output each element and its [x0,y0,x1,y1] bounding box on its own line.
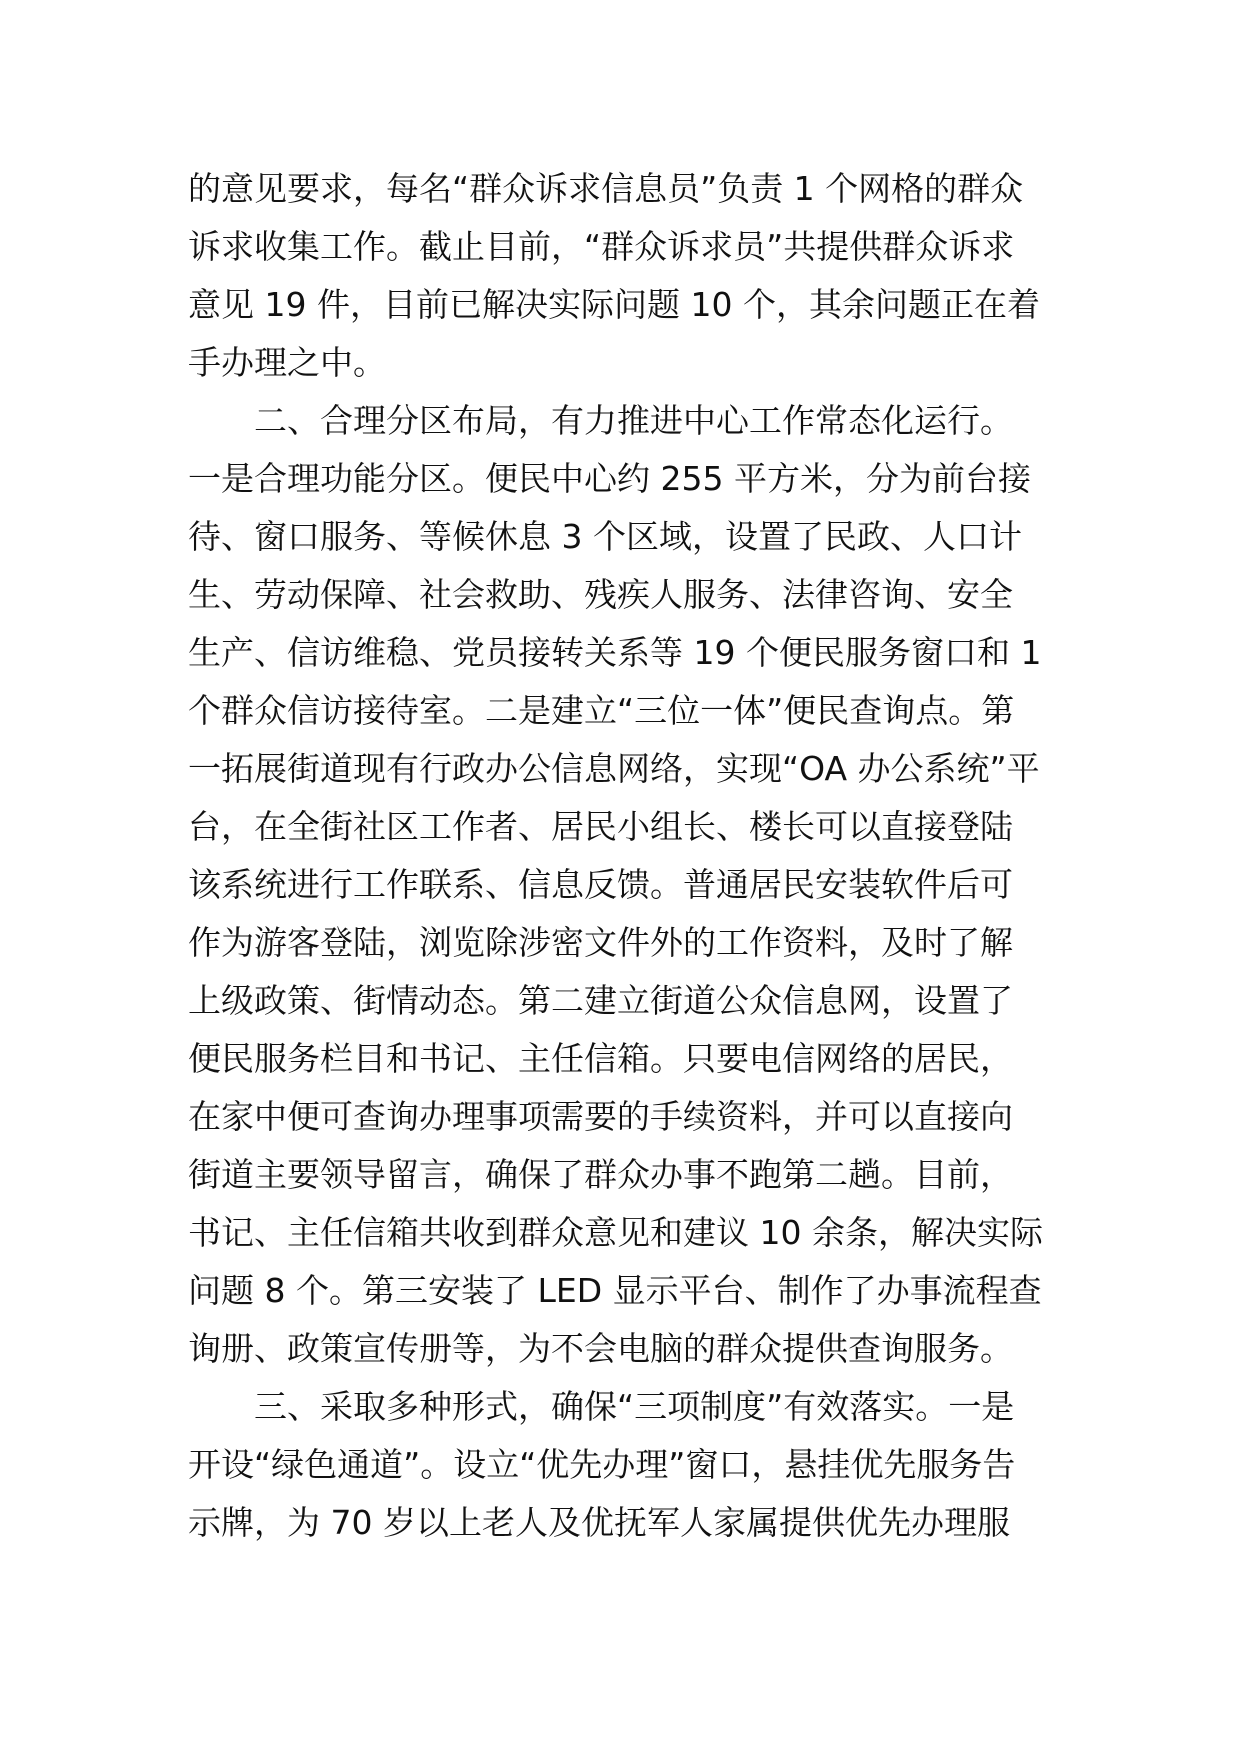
text-line: 一拓展街道现有行政办公信息网络，实现“OA 办公系统”平 [188,749,1040,788]
text-line: 台，在全街社区工作者、居民小组长、楼长可以直接登陆 [188,807,1013,846]
text-line: 生产、信访维稳、党员接转关系等 19 个便民服务窗口和 1 [188,633,1042,672]
text-line: 诉求收集工作。截止目前，“群众诉求员”共提供群众诉求 [188,227,1015,266]
text-line: 的意见要求，每名“群众诉求信息员”负责 1 个网格的群众 [188,169,1024,208]
text-line: 开设“绿色通道”。设立“优先办理”窗口，悬挂优先服务告 [188,1445,1016,1484]
text-line: 意见 19 件，目前已解决实际问题 10 个，其余问题正在着 [188,285,1040,324]
text-line: 手办理之中。 [188,343,386,382]
section-heading-line: 三、采取多种形式，确保“三项制度”有效落实。一是 [188,1387,1015,1426]
text-line: 生、劳动保障、社会救助、残疾人服务、法律咨询、安全 [188,575,1013,614]
text-line: 作为游客登陆，浏览除涉密文件外的工作资料，及时了解 [188,923,1013,962]
text-line: 询册、政策宣传册等，为不会电脑的群众提供查询服务。 [188,1329,1013,1368]
text-line: 街道主要领导留言，确保了群众办事不跑第二趟。目前， [188,1155,1013,1194]
text-line: 个群众信访接待室。二是建立“三位一体”便民查询点。第 [188,691,1015,730]
text-line: 书记、主任信箱共收到群众意见和建议 10 余条，解决实际 [188,1213,1043,1252]
text-line: 待、窗口服务、等候休息 3 个区域，设置了民政、人口计 [188,517,1022,556]
text-line: 上级政策、街情动态。第二建立街道公众信息网，设置了 [188,981,1013,1020]
text-line: 该系统进行工作联系、信息反馈。普通居民安装软件后可 [188,865,1013,904]
text-line: 问题 8 个。第三安装了 LED 显示平台、制作了办事流程查 [188,1271,1042,1310]
text-line: 在家中便可查询办理事项需要的手续资料，并可以直接向 [188,1097,1013,1136]
section-heading-line: 二、合理分区布局，有力推进中心工作常态化运行。 [188,401,1013,440]
document-body [188,160,1058,1552]
text-line: 便民服务栏目和书记、主任信箱。只要电信网络的居民， [188,1039,1013,1078]
text-line: 一是合理功能分区。便民中心约 255 平方米，分为前台接 [188,459,1031,498]
text-line: 示牌，为 70 岁以上老人及优抚军人家属提供优先办理服 [188,1503,1010,1542]
